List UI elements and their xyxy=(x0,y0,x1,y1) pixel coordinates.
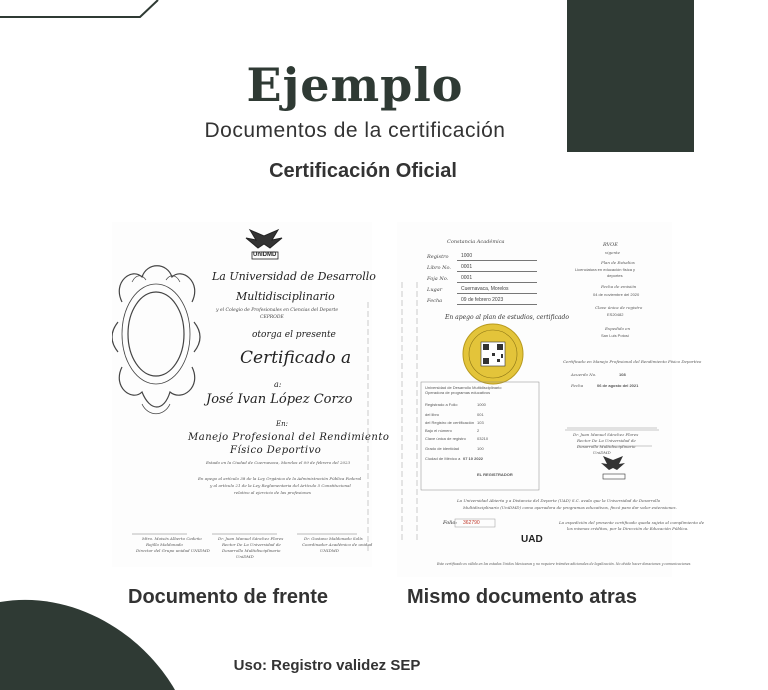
rector-signature-role: Rector De La Universidad de xyxy=(577,438,636,443)
back-footer: Este certificado es válido en los estados Unidos Mexicanos y no requiere trámites adicionales de legalización. No olvide hacer donaciones y comunicaciones. xyxy=(437,562,692,566)
cert-note-2: los mismos créditos, por la Dirección de Educación Pública. xyxy=(567,526,689,531)
plan-value-2: deportes xyxy=(607,273,623,278)
table-date: 07 10 2022 xyxy=(463,456,484,461)
table-value-4: 03210 xyxy=(477,436,489,441)
rector-signature-name: Dr. Juan Manuel Sánchez Flores xyxy=(573,432,639,437)
college-line: y el Colegio de Profesionales en Ciencias del Deporte xyxy=(216,308,339,313)
fecha2-value: 06 de agosto del 2021 xyxy=(597,383,639,388)
signature-1-name-2: Rojillo Maldonado xyxy=(146,542,183,547)
label-registro: Registro xyxy=(427,254,449,260)
table-label-1: del libro xyxy=(425,412,440,417)
bottom-legal-1: La Universidad Abierta y a Distancia del Deporte (UAD) S.C. avala que la Universidad de Desarrollo xyxy=(457,498,661,503)
acuerdo-label: Acuerdo No. xyxy=(571,372,597,377)
table-value-2: 103 xyxy=(477,420,484,425)
signature-3-name: Dr. Gustavo Maldonado Solís xyxy=(304,536,363,541)
table-value-3: 2 xyxy=(477,428,480,433)
cert-note-1: La expedición del presente certificado queda sujeta al cumplimiento de xyxy=(559,520,705,525)
cert-program-text: Certificado en Manejo Profesional del Rendimiento Físico Deportivo xyxy=(563,359,702,364)
certificate-back xyxy=(397,222,705,577)
table-label-0: Registrado a Folio xyxy=(425,402,458,407)
label-lugar: Lugar xyxy=(427,287,443,293)
rector-signature-role-2: Desarrollo Multidisciplinario xyxy=(577,444,636,449)
value-fecha: 09 de febrero 2023 xyxy=(461,297,504,303)
table-value-1: 001 xyxy=(477,412,484,417)
signature-2-name: Dr. Juan Manuel Sánchez Flores xyxy=(218,536,284,541)
program-line-2: Físico Deportivo xyxy=(230,445,322,456)
in-label: En: xyxy=(276,420,288,428)
signature-3-role: Coordinador Académico de unidad xyxy=(302,542,373,547)
caption-back: Mismo documento atras xyxy=(407,586,638,608)
table-label-3: Bajo el número xyxy=(425,428,452,433)
legal-line-1: En apego al artículo 38 de la Ley Orgánica de la Administración Pública Federal xyxy=(198,476,362,481)
folio-value: 362790 xyxy=(463,520,480,526)
signature-2-role: Rector De La Universidad de xyxy=(222,542,281,547)
certificate-front xyxy=(112,222,390,567)
back-heading: Constancia Académica xyxy=(447,239,505,245)
label-libro: Libro No. xyxy=(427,265,451,271)
signature-2-org: UniDMD xyxy=(236,554,254,559)
table-sello: EL REGISTRADOR xyxy=(477,472,513,477)
plan-value-1: Licenciatura en educación física y xyxy=(575,267,636,272)
value-registro: 1000 xyxy=(461,253,473,259)
table-head-1: Universidad de Desarrollo Multidisciplinario xyxy=(425,385,502,390)
legal-line-3: relativo al ejercicio de las profesiones xyxy=(234,490,311,495)
place-date: Estado en la Ciudad de Cuernavaca, Morelos el 09 de febrero del 2023 xyxy=(206,460,351,465)
label-foja: Foja No. xyxy=(427,276,449,282)
decorative-corner-line xyxy=(0,0,160,20)
value-libro: 0001 xyxy=(461,264,473,270)
recipient-name: José Ivan López Corzo xyxy=(206,392,353,407)
university-line-2: Multidisciplinario xyxy=(236,290,335,303)
certificate-heading: Certificado a xyxy=(240,348,352,368)
to-label: a: xyxy=(274,380,282,389)
rvoe-vigente: vigente xyxy=(605,250,621,255)
rvoe-heading: RVOE xyxy=(603,242,618,248)
signature-3-org: UNIDMD xyxy=(320,548,339,553)
table-label-2: del Registro de certificación xyxy=(425,420,475,425)
table-label-4: Clave única de registro xyxy=(425,436,466,441)
expedido-value: San Luis Potosí xyxy=(601,333,630,338)
table-label-5: Grado de identidad xyxy=(425,446,460,451)
table-value-5: 100 xyxy=(477,446,484,451)
program-line-1: Manejo Profesional del Rendimiento xyxy=(188,432,390,443)
signature-2-role-2: Desarrollo Multidisciplinario xyxy=(222,548,281,553)
page-title: Ejemplo xyxy=(246,58,464,112)
value-lugar: Cuernavaca, Morelos xyxy=(461,286,509,292)
table-label-6: Ciudad de México a xyxy=(425,456,461,461)
emision-value: 04 de noviembre del 2020 xyxy=(593,292,640,297)
college-acronym: CEPRODE xyxy=(260,315,284,320)
value-foja: 0001 xyxy=(461,275,473,281)
grants-line: otorga el presente xyxy=(252,330,336,340)
bottom-legal-2: Multidisciplinario (UniDMD) como operadora de programas educativos, fincó para dar valor extensiones. xyxy=(463,505,677,510)
fecha2-label: Fecha xyxy=(571,383,584,388)
section-title: Certificación Oficial xyxy=(269,160,457,182)
logo-text: UniDMD xyxy=(253,252,277,258)
university-line: La Universidad de Desarrollo xyxy=(212,270,376,283)
folio-label: Folio: xyxy=(443,520,458,526)
rector-signature-org: UniDMD xyxy=(593,450,611,455)
apego-line: En apego al plan de estudios, certificado xyxy=(445,314,569,321)
signature-1-name: Mtro. Moisés Alberto Cedeño xyxy=(142,536,202,541)
signature-1-role: Director del Grupo unidad UNIDMD xyxy=(136,548,210,553)
legal-line-2: y al artículo 21 de la Ley Reglamentaria del Artículo 5 Constitucional xyxy=(210,483,351,488)
usage-note: Uso: Registro validez SEP xyxy=(233,657,421,674)
page-subtitle: Documentos de la certificación xyxy=(204,119,506,142)
emision-label: Fecha de emisión xyxy=(601,284,637,289)
table-head-2: Operadora de programas educativos xyxy=(425,390,491,395)
caption-front: Documento de frente xyxy=(128,586,329,608)
clave-label: Clave única de registro xyxy=(595,305,643,310)
expedido-label: Expedido en xyxy=(605,326,631,331)
clave-value: ES20482 xyxy=(607,312,624,317)
acuerdo-value: 108 xyxy=(619,372,626,377)
table-value-0: 1000 xyxy=(477,402,486,407)
label-fecha: Fecha xyxy=(427,298,443,304)
uad-logo: UAD xyxy=(521,534,543,545)
plan-label: Plan de Estudios xyxy=(601,260,635,265)
